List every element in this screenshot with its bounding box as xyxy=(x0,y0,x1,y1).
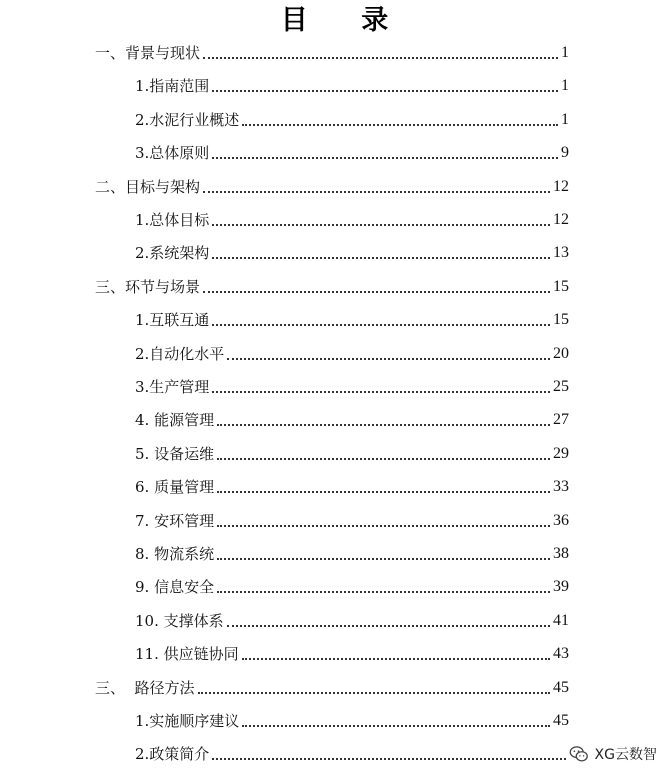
toc-entry-label: 8. 物流系统 xyxy=(135,545,215,563)
toc-entry[interactable] xyxy=(135,605,569,631)
toc-dot-leader xyxy=(212,90,558,92)
toc-entry-label: 4. 能源管理 xyxy=(135,411,215,430)
toc-dot-leader xyxy=(242,124,558,126)
wechat-icon xyxy=(568,743,590,765)
toc-dot-leader xyxy=(212,157,558,159)
toc-page-number: 39 xyxy=(553,578,569,596)
toc-dot-leader xyxy=(203,291,550,293)
toc-entry[interactable] xyxy=(135,471,569,497)
toc-page-number: 45 xyxy=(553,678,569,696)
toc-entry-label: 二、目标与架构 xyxy=(95,177,201,196)
watermark-text: XG云数智 xyxy=(594,747,657,763)
toc-entry[interactable] xyxy=(135,70,569,96)
toc-page-number: 38 xyxy=(553,545,569,562)
toc-entry-label: 1.总体目标 xyxy=(135,211,210,229)
toc-dot-leader xyxy=(212,391,550,393)
toc-dot-leader xyxy=(217,558,550,560)
toc-entry[interactable] xyxy=(135,638,569,664)
toc-dot-leader xyxy=(217,491,550,493)
toc-entry[interactable] xyxy=(135,438,569,464)
toc-entry[interactable] xyxy=(135,338,569,364)
toc-dot-leader xyxy=(217,591,550,593)
toc-entry[interactable] xyxy=(135,738,569,764)
toc-entry-label: 2.自动化水平 xyxy=(135,344,225,363)
toc-dot-leader xyxy=(227,358,550,360)
toc-dot-leader xyxy=(212,324,550,326)
toc-dot-leader xyxy=(212,758,566,760)
toc-entry-label: 三、环节与场景 xyxy=(95,277,201,296)
toc-entry[interactable] xyxy=(135,104,569,130)
toc-page-number: 25 xyxy=(553,378,569,395)
toc-entry-label: 2.系统架构 xyxy=(135,244,210,263)
toc-page-number: 15 xyxy=(553,277,569,295)
toc-page-number: 13 xyxy=(553,244,569,262)
toc-dot-leader xyxy=(217,424,550,426)
toc-section[interactable] xyxy=(95,171,569,197)
toc-entry-label: 3.生产管理 xyxy=(135,378,210,396)
toc-page-number: 12 xyxy=(553,177,569,195)
toc-entry-label: 1.互联互通 xyxy=(135,311,210,330)
toc-page-number: 12 xyxy=(553,211,569,228)
toc-entry[interactable] xyxy=(135,505,569,531)
toc-entry[interactable] xyxy=(135,204,569,230)
toc-entry-label: 3.总体原则 xyxy=(135,144,210,163)
toc-dot-leader xyxy=(242,725,550,727)
toc-page-number: 33 xyxy=(553,478,569,496)
toc-entry-label: 2.水泥行业概述 xyxy=(135,110,240,129)
toc-page-number: 15 xyxy=(553,311,569,329)
toc-entry-label: 6. 质量管理 xyxy=(135,478,215,497)
toc-entry-label: 1.指南范围 xyxy=(135,77,210,96)
toc-dot-leader xyxy=(203,191,550,193)
toc-page-number: 27 xyxy=(553,411,569,429)
toc-page-number: 9 xyxy=(561,144,569,162)
toc-page-number: 1 xyxy=(561,44,569,61)
toc-entry[interactable] xyxy=(135,137,569,163)
toc-page-number: 45 xyxy=(553,712,569,729)
toc-dot-leader xyxy=(212,257,550,259)
page-title: 目 录 xyxy=(280,5,411,36)
toc-page-number: 41 xyxy=(553,611,569,629)
toc-entry[interactable] xyxy=(135,705,569,731)
toc-entry[interactable] xyxy=(135,371,569,397)
toc-entry-label: 1.实施顺序建议 xyxy=(135,712,240,730)
toc-entry-label: 2.政策简介 xyxy=(135,745,210,764)
toc-entry[interactable] xyxy=(135,538,569,564)
toc-entry[interactable] xyxy=(135,304,569,330)
toc-section[interactable] xyxy=(95,672,569,698)
toc-dot-leader xyxy=(217,525,550,527)
toc-dot-leader xyxy=(203,57,558,59)
watermark xyxy=(568,743,657,765)
toc-entry[interactable] xyxy=(135,571,569,597)
toc-entry-label: 三、 路径方法 xyxy=(95,678,195,697)
toc-section[interactable] xyxy=(95,271,569,297)
toc-entry[interactable] xyxy=(135,404,569,430)
toc-page-number: 36 xyxy=(553,511,569,529)
toc-page-number: 1 xyxy=(561,110,569,128)
toc-entry[interactable] xyxy=(135,237,569,263)
toc-dot-leader xyxy=(217,458,550,460)
toc-dot-leader xyxy=(212,224,550,226)
toc-dot-leader xyxy=(227,625,550,627)
toc-dot-leader xyxy=(198,692,550,694)
toc-entry-label: 5. 设备运维 xyxy=(135,444,215,463)
toc-page-number: 20 xyxy=(553,344,569,362)
toc-page-number: 1 xyxy=(561,77,569,95)
toc-entry-label: 9. 信息安全 xyxy=(135,578,215,597)
toc-page-number: 29 xyxy=(553,444,569,462)
toc-dot-leader xyxy=(242,658,550,660)
toc-entry-label: 10. 支撑体系 xyxy=(135,611,224,630)
toc-entry-label: 7. 安环管理 xyxy=(135,511,215,530)
toc-section[interactable] xyxy=(95,37,569,63)
toc-page-number: 43 xyxy=(553,645,569,663)
toc-entry-label: 一、背景与现状 xyxy=(95,44,201,62)
toc-entry-label: 11. 供应链协同 xyxy=(135,645,239,664)
